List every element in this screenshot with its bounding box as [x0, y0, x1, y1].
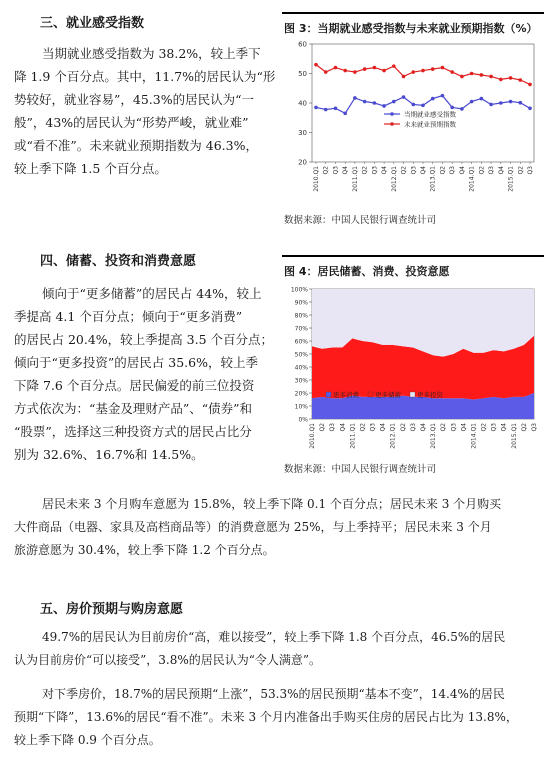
text-line: “股票”，选择这三种投资方式的居民占比分 [14, 424, 252, 439]
x-tick-label: 2015.Q1 [510, 423, 518, 449]
data-point [392, 64, 396, 68]
text-line: 的居民占 20.4%，较上季提高 3.5 个百分点； [14, 332, 274, 347]
data-point [353, 70, 357, 74]
data-point [480, 97, 484, 101]
x-tick-label: 2011.Q1 [349, 423, 357, 449]
data-point [528, 107, 532, 111]
y-tick-label: 20% [294, 390, 308, 398]
x-tick-label: Q2 [319, 423, 327, 432]
x-tick-label: Q2 [400, 166, 408, 175]
figure4-title: 图 4：居民储蓄、消费、投资意愿 [284, 265, 450, 278]
section4-paragraph-2 [14, 493, 544, 562]
data-point [411, 70, 415, 74]
data-point [421, 69, 425, 73]
x-tick-label: Q4 [420, 166, 427, 175]
data-point [518, 101, 522, 105]
y-tick-label: 60 [298, 40, 307, 49]
section5-heading: 五、房价预期与购房意愿 [40, 602, 184, 617]
figure4 [282, 255, 544, 479]
x-tick-label: 2015.Q1 [507, 166, 515, 192]
data-point [314, 63, 318, 67]
section4-heading: 四、储蓄、投资和消费意愿 [40, 254, 197, 269]
x-tick-label: 2012.Q1 [389, 423, 397, 449]
section3-paragraph [14, 42, 276, 180]
text-line: 或“看不准”。未来就业预期指数为 46.3%， [14, 138, 258, 153]
data-point [460, 75, 464, 79]
text-line: 势较好，就业容易”，45.3%的居民认为“一 [14, 92, 254, 107]
section4-paragraph [14, 282, 276, 466]
x-tick-label: Q2 [480, 423, 488, 432]
legend-label: 更多储蓄 [375, 391, 401, 399]
legend-swatch [368, 392, 373, 397]
text-line: 预期“下降”，13.6%的居民“看不准”。未来 3 个月内准备出手购买住房的居民占比为 13.8%， [14, 710, 518, 724]
legend-swatch [326, 392, 331, 397]
y-tick-label: 30 [298, 129, 307, 137]
data-point [431, 97, 435, 101]
x-tick-label: Q2 [399, 423, 407, 432]
figure3-source: 数据来源：中国人民银行调查统计司 [284, 215, 437, 226]
x-tick-label: Q2 [520, 423, 528, 432]
x-tick-label: Q4 [379, 423, 387, 432]
x-tick-label: 2010.Q1 [313, 166, 320, 192]
x-tick-label: Q3 [369, 423, 377, 432]
data-point [421, 104, 425, 108]
data-point [382, 69, 386, 73]
legend-label: 未来就业预期指数 [404, 120, 456, 129]
legend-label: 更多消费 [333, 391, 359, 399]
data-point [441, 94, 445, 98]
figure4-chart [282, 283, 544, 459]
text-line: 别为 32.6%、16.7%和 14.5%。 [14, 447, 204, 462]
text-line: 较上季下降 0.9 个百分点。 [14, 733, 161, 747]
data-point [528, 83, 532, 87]
data-point [392, 100, 396, 104]
y-tick-label: 90% [294, 299, 308, 307]
text-line: 大件商品（电器、家具及高档商品等）的消费意愿为 25%，与上季持平；居民未来 3 个月 [14, 520, 492, 534]
data-point [363, 100, 367, 104]
data-point [373, 66, 377, 70]
data-point [373, 101, 377, 105]
x-tick-label: Q2 [361, 166, 369, 175]
y-tick-label: 0% [298, 416, 308, 424]
x-tick-label: 2014.Q1 [470, 423, 478, 449]
data-point [470, 100, 474, 104]
text-line: 居民未来 3 个月购车意愿为 15.8%，较上季下降 0.1 个百分点；居民未来 3 个月购买 [42, 497, 502, 511]
text-line: 旅游意愿为 30.4%，较上季下降 1.2 个百分点。 [14, 543, 275, 557]
data-point [441, 66, 445, 70]
data-point [324, 108, 328, 112]
data-point [314, 106, 318, 110]
x-tick-label: Q3 [527, 166, 534, 175]
y-tick-label: 50 [298, 70, 307, 78]
data-point [324, 70, 328, 74]
data-point [450, 70, 454, 74]
y-tick-label: 40% [294, 364, 308, 372]
data-point [489, 103, 493, 107]
x-tick-label: Q4 [420, 423, 427, 432]
section5-paragraph-1 [14, 626, 544, 672]
data-point [489, 75, 493, 79]
data-point [334, 107, 338, 111]
y-tick-label: 60% [294, 338, 308, 346]
x-tick-label: Q3 [490, 423, 498, 432]
text-line: 当期就业感受指数为 38.2%，较上季下 [42, 46, 261, 61]
text-line: 倾向于“更多投资”的居民占 35.6%，较上季 [14, 355, 258, 370]
y-tick-label: 80% [294, 312, 308, 320]
x-tick-label: Q3 [371, 166, 379, 175]
x-tick-label: Q4 [381, 166, 389, 175]
x-tick-label: 2014.Q1 [468, 166, 476, 192]
legend-label: 更多投资 [417, 391, 443, 399]
data-point [363, 67, 367, 71]
x-tick-label: 2011.Q1 [351, 166, 359, 192]
x-tick-label: Q4 [500, 423, 508, 432]
x-tick-label: Q3 [450, 423, 458, 432]
x-tick-label: 2013.Q1 [429, 166, 437, 192]
text-line: 方式依次为：“基金及理财产品”、“债券”和 [14, 401, 253, 416]
y-tick-label: 100% [290, 286, 308, 294]
data-point [382, 104, 386, 108]
section5-paragraph-2 [14, 683, 544, 752]
text-line: 较上季下降 1.5 个百分点。 [14, 161, 167, 176]
figure3-title: 图 3：当期就业感受指数与未来就业预期指数（%） [284, 22, 538, 35]
data-point [499, 78, 503, 82]
x-tick-label: Q4 [460, 423, 468, 432]
x-tick-label: 2013.Q1 [430, 423, 438, 449]
x-tick-label: 2012.Q1 [390, 166, 398, 192]
x-tick-label: Q4 [497, 166, 505, 175]
data-point [343, 112, 347, 116]
y-tick-label: 70% [294, 325, 308, 333]
data-point [450, 106, 454, 110]
y-tick-label: 30% [294, 377, 308, 385]
x-tick-label: Q3 [329, 423, 337, 432]
text-line: 降 1.9 个百分点。其中，11.7%的居民认为“形 [14, 69, 276, 84]
legend-swatch [410, 392, 415, 397]
x-tick-label: Q4 [339, 423, 347, 432]
y-tick-label: 50% [294, 351, 308, 359]
x-tick-label: Q2 [478, 166, 486, 175]
legend-marker [390, 122, 394, 126]
text-line: 季提高 4.1 个百分点；倾向于“更多消费” [14, 309, 243, 324]
x-tick-label: Q3 [531, 423, 538, 432]
x-tick-label: Q2 [439, 166, 447, 175]
data-point [518, 78, 522, 82]
x-tick-label: Q2 [322, 166, 330, 175]
x-tick-label: Q3 [449, 166, 457, 175]
text-line: 认为目前房价“可以接受”，3.8%的居民认为“令人满意”。 [14, 653, 322, 667]
data-point [509, 76, 513, 80]
y-tick-label: 20 [298, 158, 307, 167]
y-tick-label: 40 [298, 99, 307, 108]
x-tick-label: Q3 [332, 166, 340, 175]
y-tick-label: 10% [294, 403, 308, 411]
x-tick-label: Q4 [342, 166, 350, 175]
data-point [480, 73, 484, 77]
x-tick-label: 2010.Q1 [309, 423, 316, 449]
legend-marker [390, 112, 394, 116]
data-point [402, 75, 406, 79]
data-point [431, 67, 435, 71]
text-line: 49.7%的居民认为目前房价“高，难以接受”，较上季下降 1.8 个百分点，46.5%的居民 [42, 630, 506, 644]
section3-heading: 三、就业感受指数 [40, 16, 145, 31]
data-point [509, 100, 513, 104]
x-tick-label: Q4 [458, 166, 466, 175]
data-point [411, 103, 415, 107]
data-point [470, 72, 474, 76]
text-line: 对下季房价，18.7%的居民预期“上涨”，53.3%的居民预期“基本不变”，14.4%的居民 [42, 687, 505, 701]
data-point [334, 66, 338, 70]
data-point [460, 107, 464, 111]
text-line: 倾向于“更多储蓄”的居民占 44%，较上 [42, 286, 262, 301]
text-line: 般”，43%的居民认为“形势严峻，就业难” [14, 115, 249, 130]
text-line: 下降 7.6 个百分点。居民偏爱的前三位投资 [14, 378, 255, 393]
data-point [343, 69, 347, 73]
x-tick-label: Q3 [488, 166, 496, 175]
legend-label: 当期就业感受指数 [404, 110, 456, 119]
x-tick-label: Q2 [517, 166, 525, 175]
data-point [499, 101, 503, 105]
x-tick-label: Q2 [440, 423, 448, 432]
figure3-chart [282, 38, 544, 214]
data-point [402, 95, 406, 99]
figure4-source: 数据来源：中国人民银行调查统计司 [284, 464, 437, 475]
x-tick-label: Q3 [409, 423, 417, 432]
series-line [316, 65, 530, 85]
x-tick-label: Q2 [359, 423, 367, 432]
data-point [353, 96, 357, 100]
x-tick-label: Q3 [410, 166, 418, 175]
figure3 [282, 12, 544, 234]
